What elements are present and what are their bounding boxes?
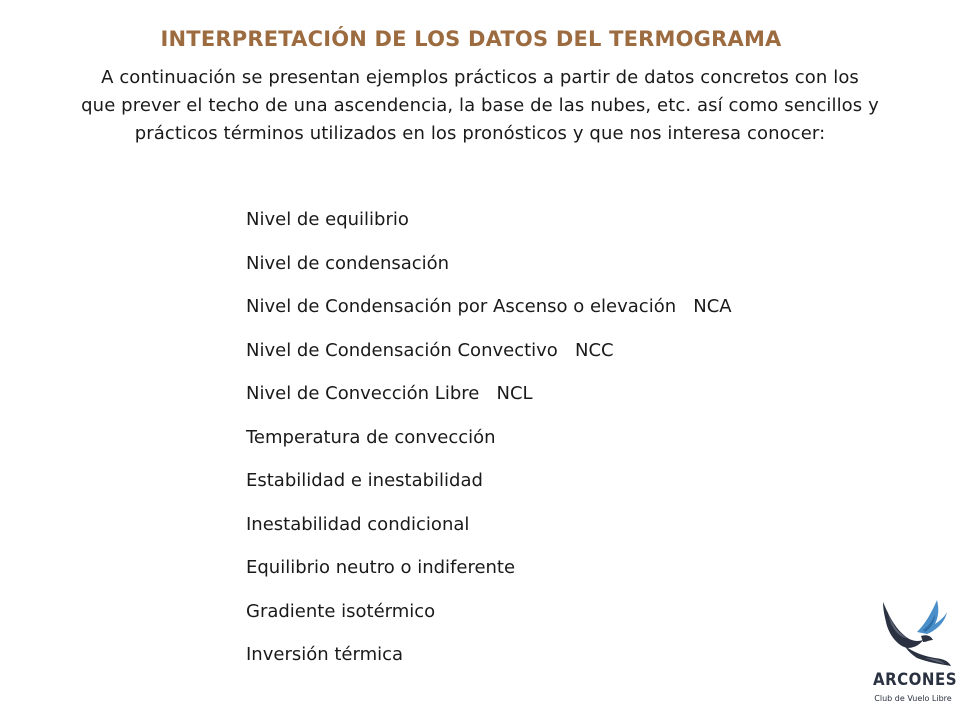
term-item: Estabilidad e inestabilidad bbox=[246, 470, 483, 491]
term-item: Nivel de condensación bbox=[246, 252, 450, 274]
intro-line: que prever el techo de una ascendencia, la base de las nubes, etc. así como sencillos y bbox=[81, 95, 879, 116]
eagle-icon bbox=[873, 596, 953, 668]
intro-line: A continuación se presentan ejemplos prácticos a partir de datos concretos con los bbox=[101, 67, 859, 88]
logo-subtitle: Club de Vuelo Libre bbox=[874, 694, 952, 703]
term-item: Nivel de equilibrio bbox=[246, 209, 409, 230]
logo-name: ARCONES bbox=[873, 668, 958, 690]
term-item: Equilibrio neutro o indiferente bbox=[246, 557, 516, 578]
term-item: Gradiente isotérmico bbox=[246, 600, 436, 622]
term-list bbox=[246, 206, 732, 685]
term-item: Temperatura de convección bbox=[246, 426, 496, 448]
term-item: Inversión térmica bbox=[246, 644, 404, 665]
term-item: Nivel de Condensación por Ascenso o elevación NCA bbox=[246, 296, 732, 317]
intro-line: prácticos términos utilizados en los pronósticos y que nos interesa conocer: bbox=[134, 123, 826, 144]
intro-paragraph bbox=[50, 64, 910, 148]
slide-title: INTERPRETACIÓN DE LOS DATOS DEL TERMOGRAMA bbox=[160, 27, 782, 51]
term-item: Nivel de Condensación Convectivo NCC bbox=[246, 339, 614, 361]
term-item: Inestabilidad condicional bbox=[246, 513, 470, 535]
club-logo bbox=[873, 596, 958, 714]
term-item: Nivel de Convección Libre NCL bbox=[246, 383, 533, 404]
